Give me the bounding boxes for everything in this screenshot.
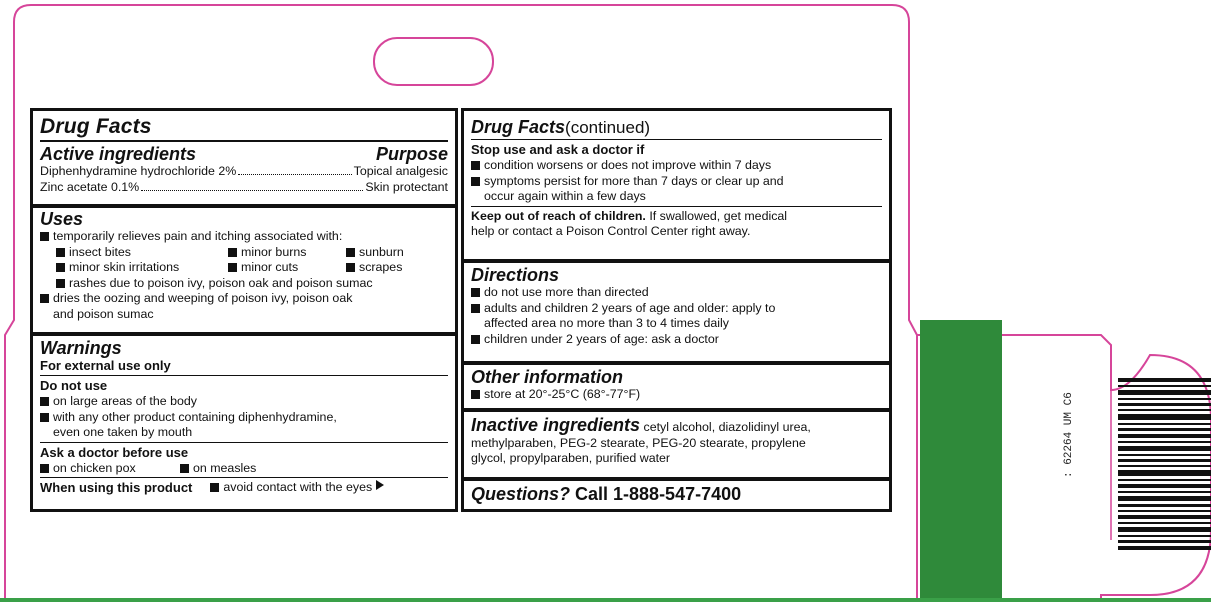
bullet-icon (40, 464, 49, 473)
storage-text: store at 20°-25°C (68°-77°F) (484, 387, 641, 401)
ingredient-purpose: Skin protectant (365, 179, 448, 194)
bullet-icon (40, 232, 49, 241)
inactive-list-continued: glycol, propylparaben, purified water (471, 451, 671, 466)
questions-phone: Call 1-888-547-7400 (570, 484, 742, 504)
warning-item: on large areas of the body (53, 394, 197, 408)
external-use-label: For external use only (40, 358, 171, 373)
direction-item: adults and children 2 years of age and older: apply to (484, 300, 776, 315)
warnings-section (33, 338, 455, 496)
bullet-icon (471, 288, 480, 297)
inactive-ingredients-heading: Inactive ingredients (471, 415, 641, 435)
continue-arrow-icon (376, 480, 384, 490)
drug-facts-right-panel (461, 108, 892, 512)
drug-facts-left-panel (30, 108, 458, 512)
bullet-icon (56, 248, 65, 257)
use-item-continued: and poison sumac (53, 306, 154, 321)
use-item: insect bites (69, 244, 131, 259)
warning-item: on chicken pox (53, 460, 136, 475)
inactive-list: cetyl alcohol, diazolidinyl urea, (640, 420, 811, 434)
directions-heading: Directions (471, 265, 560, 285)
swallowed-text: If swallowed, get medical (645, 208, 788, 223)
bullet-icon (471, 304, 480, 313)
use-item: rashes due to poison ivy, poison oak and poison sumac (69, 275, 373, 290)
active-ingredient-row (40, 180, 448, 196)
purpose-heading: Purpose (375, 144, 448, 164)
bullet-icon (471, 177, 480, 186)
stop-use-section (464, 117, 889, 240)
bullet-icon (40, 413, 49, 422)
active-ingredient-row (40, 164, 448, 180)
when-using-heading: When using this product (40, 480, 193, 496)
bullet-icon (471, 335, 480, 344)
bottom-green-strip (0, 598, 1211, 602)
use-item: scrapes (359, 260, 403, 275)
barcode (1118, 378, 1211, 550)
drug-facts-title: Drug Facts (471, 117, 566, 137)
inactive-ingredients-section (464, 415, 889, 467)
poison-control-text: help or contact a Poison Control Center right away. (471, 224, 751, 239)
use-item: dries the oozing and weeping of poison ivy, poison oak (53, 291, 353, 306)
ingredient-name: Zinc acetate 0.1% (40, 179, 140, 194)
use-item: minor burns (241, 244, 307, 259)
warnings-heading: Warnings (40, 338, 122, 358)
bullet-icon (228, 248, 237, 257)
inactive-list-continued: methylparaben, PEG-2 stearate, PEG-20 stearate, propylene (471, 435, 806, 450)
ask-doctor-heading: Ask a doctor before use (40, 444, 189, 460)
bullet-icon (346, 248, 355, 257)
warning-item: with any other product containing diphenhydramine, (53, 409, 337, 424)
drug-facts-title: Drug Facts (40, 115, 152, 138)
stop-item-continued: occur again within a few days (484, 189, 646, 204)
use-item: minor skin irritations (69, 260, 180, 275)
bullet-icon (210, 483, 219, 492)
warning-item: avoid contact with the eyes (223, 480, 373, 495)
divider (40, 140, 448, 142)
directions-section (464, 265, 889, 347)
bullet-icon (40, 397, 49, 406)
bullet-icon (346, 263, 355, 272)
direction-item-continued: affected area no more than 3 to 4 times daily (484, 316, 729, 331)
bullet-icon (228, 263, 237, 272)
ingredient-name: Diphenhydramine hydrochloride 2% (40, 164, 237, 178)
uses-intro: temporarily relieves pain and itching associated with: (53, 229, 343, 243)
use-item: sunburn (359, 244, 404, 259)
bullet-icon (56, 279, 65, 288)
direction-item: children under 2 years of age: ask a doctor (484, 331, 719, 346)
uses-section (33, 209, 455, 323)
stop-use-heading: Stop use and ask a doctor if (471, 142, 645, 157)
warning-item: on measles (193, 460, 257, 475)
active-ingredients-heading: Active ingredients (40, 144, 197, 164)
upc-code: : 62264 UM C6 (1063, 392, 1075, 478)
keep-out-of-reach: Keep out of reach of children. (471, 208, 646, 223)
warning-item-continued: even one taken by mouth (53, 425, 193, 440)
other-information-section (464, 367, 889, 403)
use-item: minor cuts (241, 260, 299, 275)
questions-section (464, 484, 889, 505)
bullet-icon (471, 390, 480, 399)
ingredient-purpose: Topical analgesic (353, 164, 448, 178)
continued-label: (continued) (565, 118, 651, 137)
green-color-bar (920, 320, 1002, 602)
stop-item: condition worsens or does not improve within 7 days (484, 158, 772, 172)
direction-item: do not use more than directed (484, 285, 649, 299)
do-not-use-heading: Do not use (40, 378, 108, 393)
uses-heading: Uses (40, 209, 84, 229)
questions-heading: Questions? (471, 484, 571, 504)
active-ingredients-section (33, 115, 455, 195)
bullet-icon (180, 464, 189, 473)
bullet-icon (471, 161, 480, 170)
bullet-icon (56, 263, 65, 272)
other-information-heading: Other information (471, 367, 623, 387)
bullet-icon (40, 294, 49, 303)
stop-item: symptoms persist for more than 7 days or clear up and (484, 173, 784, 188)
